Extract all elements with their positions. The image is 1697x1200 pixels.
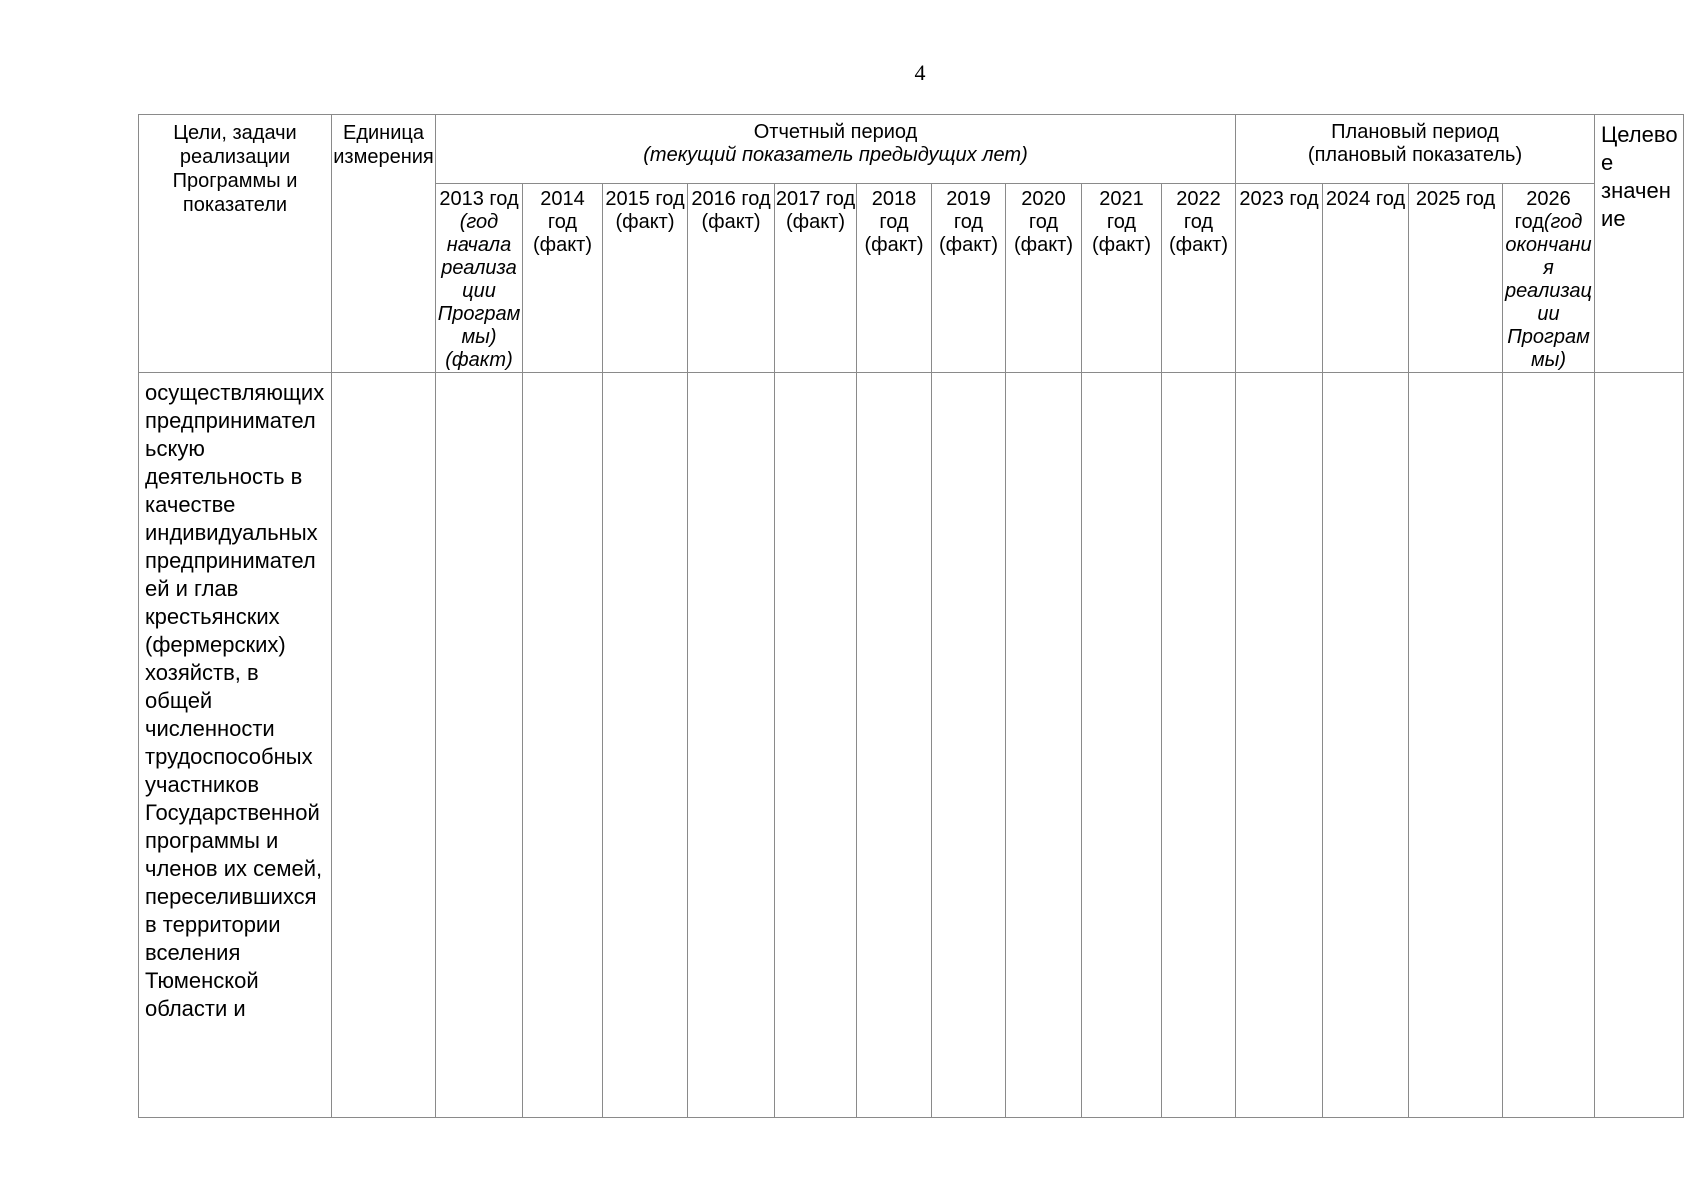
goal-description-cell: осуществляющих предпринимательскую деятельность в качестве индивидуальных предпринимателей и глав крестьянских (фермерских) хозяйств, в общей численности трудоспособных участников Государственной программы и членов их семей, переселившихся в территории вселения Тюменской области и	[139, 373, 332, 1118]
year-header-2026	[1503, 184, 1595, 373]
year-2026-note: (год окончания реализации Программы)	[1505, 211, 1592, 371]
page-number: 4	[914, 60, 926, 85]
value-cell-2022	[1162, 373, 1236, 1118]
year-header-2017: 2017 год (факт)	[775, 184, 857, 373]
header-row-groups	[139, 115, 1684, 184]
planned-period-title: Плановый период	[1331, 121, 1499, 143]
value-cell-2015	[603, 373, 688, 1118]
target-value-header: Целевое значение	[1595, 115, 1684, 373]
value-cell-2018	[857, 373, 932, 1118]
value-cell-2014	[523, 373, 603, 1118]
value-cell-2026	[1503, 373, 1595, 1118]
value-cell-2016	[688, 373, 775, 1118]
value-cell-2025	[1409, 373, 1503, 1118]
year-header-2016: 2016 год (факт)	[688, 184, 775, 373]
value-cell-2021	[1082, 373, 1162, 1118]
reporting-period-subtitle: (текущий показатель предыдущих лет)	[643, 144, 1028, 166]
year-2013-label: 2013 год	[439, 188, 519, 210]
value-cell-2017	[775, 373, 857, 1118]
year-header-2015: 2015 год (факт)	[603, 184, 688, 373]
value-cell-2024	[1323, 373, 1409, 1118]
year-header-2024: 2024 год	[1323, 184, 1409, 373]
value-cell-2020	[1006, 373, 1082, 1118]
indicators-table	[138, 114, 1684, 1118]
unit-column-header: Единица измерения	[332, 115, 436, 373]
value-cell-2013	[436, 373, 523, 1118]
year-header-2025: 2025 год	[1409, 184, 1503, 373]
year-2026-label: 2026 год	[1514, 188, 1571, 233]
year-header-2014: 2014 год (факт)	[523, 184, 603, 373]
year-header-2019: 2019 год (факт)	[932, 184, 1006, 373]
year-header-2021: 2021 год (факт)	[1082, 184, 1162, 373]
unit-cell	[332, 373, 436, 1118]
planned-period-subtitle: (плановый показатель)	[1307, 144, 1523, 166]
value-cell-2019	[932, 373, 1006, 1118]
year-header-2013	[436, 184, 523, 373]
year-header-2023: 2023 год	[1236, 184, 1323, 373]
target-value-cell	[1595, 373, 1684, 1118]
goal-column-header: Цели, задачи реализации Программы и показатели	[139, 115, 332, 373]
year-header-2020: 2020 год (факт)	[1006, 184, 1082, 373]
planned-period-header	[1236, 115, 1595, 184]
year-2013-note: (год начала реализации Программы) (факт)	[437, 211, 521, 371]
reporting-period-header	[436, 115, 1236, 184]
value-cell-2023	[1236, 373, 1323, 1118]
table-row	[139, 373, 1684, 1118]
reporting-period-title: Отчетный период	[753, 121, 918, 143]
year-header-2022: 2022 год (факт)	[1162, 184, 1236, 373]
year-header-2018: 2018 год (факт)	[857, 184, 932, 373]
